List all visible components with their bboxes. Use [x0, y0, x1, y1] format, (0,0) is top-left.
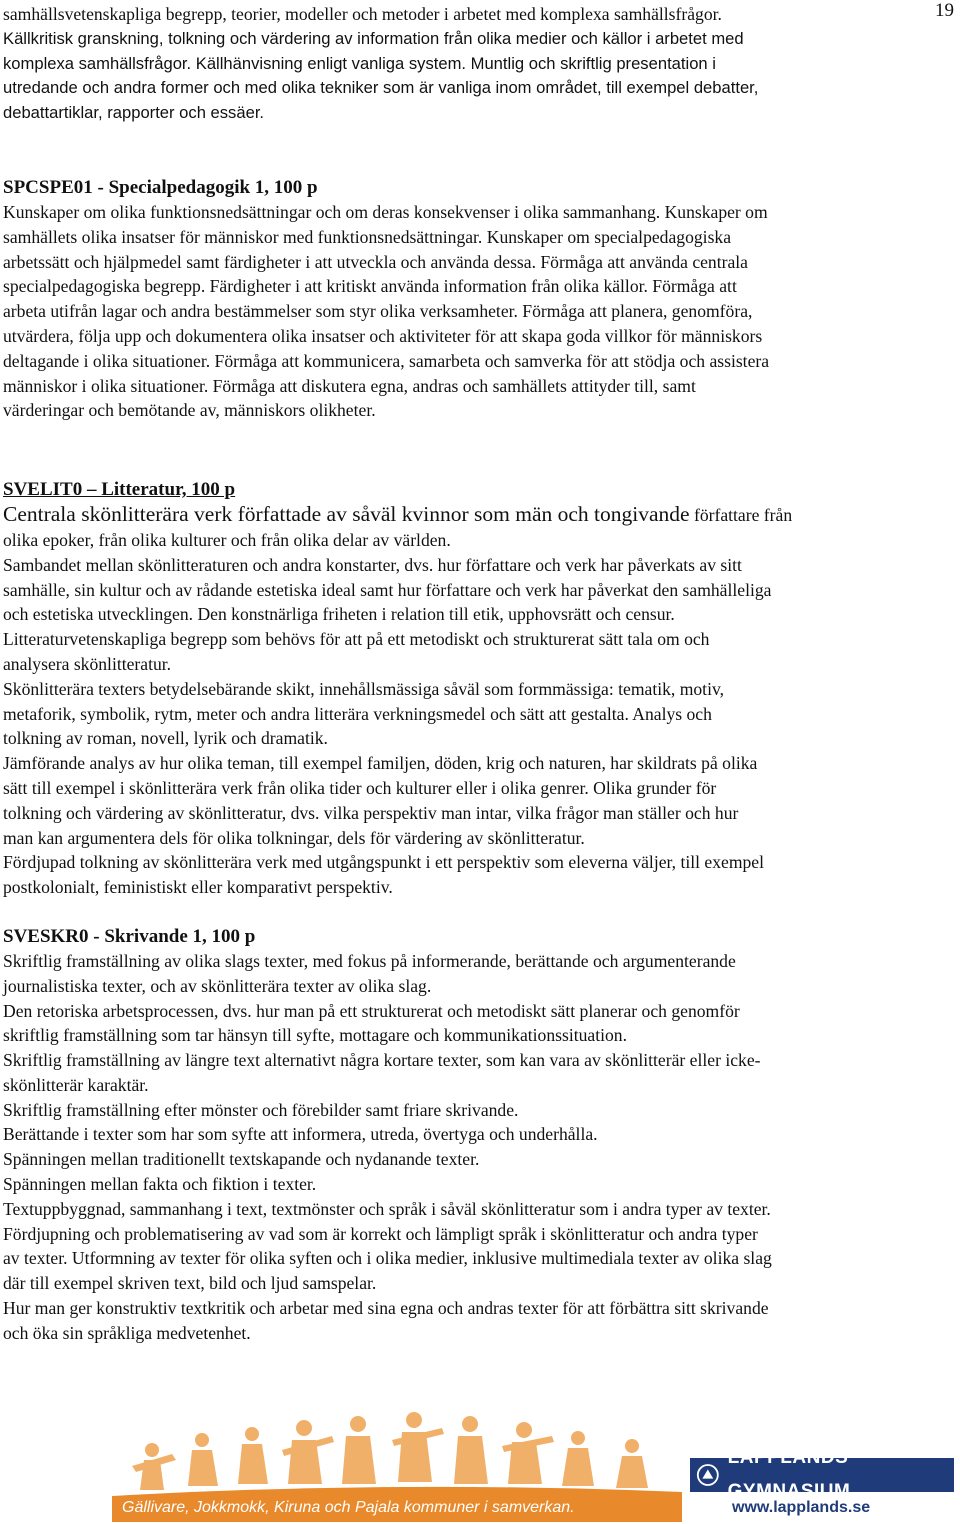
section-heading: SVELIT0 – Litteratur, 100 p: [3, 479, 236, 501]
section-line: metaforik, symbolik, rytm, meter och andra litterära verkningsmedel och sätt att gestalta. Analys och: [3, 703, 712, 724]
school-brand: [690, 1447, 954, 1502]
section-line: Fördjupad tolkning av skönlitterära verk med utgångspunkt i ett perspektiv som eleverna väljer, till exempel: [3, 852, 765, 873]
section-line: Textuppbyggnad, sammanhang i text, textmönster och språk i såväl skönlitteratur som i andra typer av texter.: [3, 1198, 771, 1219]
section-line: man kan argumentera dels för olika tolkningar, dels för värdering av skönlitteratur.: [3, 827, 585, 848]
section-line: av texter. Utformning av texter för olika syften och i olika medier, inklusive multimediala texter av olika slag: [3, 1248, 772, 1269]
section-line: deltagande i olika situationer. Förmåga att kommunicera, samarbeta och samverka för att stödja och assistera: [3, 350, 770, 371]
section-line: där till exempel skriven text, bild och ljud samspelar.: [3, 1273, 377, 1294]
intro-line: utredande och andra former och med olika tekniker som är vanliga inom området, till exempel debatter,: [3, 78, 759, 98]
brand-name: LAPPLANDS GYMNASIUM: [727, 1447, 851, 1502]
section-specialpedagogik: [3, 175, 955, 423]
intro-line: samhällsvetenskapliga begrepp, teorier, modeller och metoder i arbetet med komplexa samhällsfrågor.: [3, 4, 722, 24]
section-line: sätt till exempel i skönlitterära verk från olika tider och kulturer eller i olika genrer. Olika grunder för: [3, 777, 717, 798]
lead-rest-text: författare från: [689, 505, 793, 526]
section-line: Hur man ger konstruktiv textkritik och arbetar med sina egna och andras texter för att förbättra sitt skrivande: [3, 1298, 769, 1319]
section-line: Litteraturvetenskapliga begrepp som behövs för att på ett metodiskt och strukturerat sätt tala om och: [3, 629, 710, 650]
intro-line: debattartiklar, rapporter och essäer.: [3, 103, 265, 123]
section-line: postkolonialt, feministiskt eller komparativt perspektiv.: [3, 877, 393, 898]
section-heading: SPCSPE01 - Specialpedagogik 1, 100 p: [3, 176, 318, 198]
section-line: Skriftlig framställning efter mönster och förebilder samt friare skrivande.: [3, 1099, 519, 1120]
section-line: analysera skönlitteratur.: [3, 653, 172, 674]
section-line: Den retoriska arbetsprocessen, dvs. hur man på ett strukturerat och metodiskt sätt planerar och genomför: [3, 1000, 740, 1021]
section-line: utvärdera, följa upp och dokumentera olika insatser och aktiviteter för att skapa goda villkor för människors: [3, 325, 763, 346]
footer-website-link[interactable]: www.lapplands.se: [732, 1499, 871, 1516]
school-emblem-icon: [696, 1462, 720, 1488]
section-line: journalistiska texter, och av skönlitterära texter av olika slag.: [3, 975, 432, 996]
section-line: arbetssätt och hjälpmedel samt färdigheter i att utveckla och använda dessa. Förmåga att använda centrala: [3, 251, 748, 272]
intro-line: komplexa samhällsfrågor. Källhänvisning enligt vanliga system. Muntlig och skriftlig presentation i: [3, 53, 716, 73]
section-line: Jämförande analys av hur olika teman, till exempel familjen, döden, krig och naturen, har skildrats på olika: [3, 753, 758, 774]
lead-large-text: Centrala skönlitterära verk författade av såväl kvinnor som män och tongivande: [3, 502, 690, 527]
document-body: [3, 2, 955, 1346]
section-line: Skönlitterära texters betydelsebärande skikt, innehållsmässiga såväl som formmässiga: tematik, motiv,: [3, 678, 725, 699]
section-line: och öka sin språkliga medvetenhet.: [3, 1322, 251, 1343]
page-number: 19: [935, 0, 954, 21]
section-line: Spänningen mellan fakta och fiktion i texter.: [3, 1174, 317, 1195]
section-line: tolkning och värdering av skönlitteratur, dvs. vilka perspektiv man intar, vilka frågor man ställer och hur: [3, 802, 739, 823]
section-lead: [3, 502, 955, 528]
footer-municipalities: Gällivare, Jokkmokk, Kiruna och Pajala kommuner i samverkan.: [122, 1499, 575, 1516]
section-line: och estetiska utvecklingen. Den konstnärliga friheten i relation till etik, upphovsrätt och censur.: [3, 604, 675, 625]
section-line: specialpedagogiska begrepp. Färdigheter i att kritiskt använda information från olika källor. Förmåga att: [3, 276, 737, 297]
section-line: samhällets olika insatser för människor med funktionsnedsättningar. Kunskaper om specialpedagogiska: [3, 226, 732, 247]
jumping-people-illustration: [132, 1412, 648, 1490]
section-line: skriftlig framställning som tar hänsyn till syfte, mottagare och kommunikationssituation.: [3, 1025, 627, 1046]
section-line: arbeta utifrån lagar och andra bestämmelser som styr olika verksamheter. Förmåga att planera, genomföra,: [3, 301, 753, 322]
section-line: tolkning av roman, novell, lyrik och dramatik.: [3, 728, 328, 749]
section-line: Berättande i texter som har som syfte att informera, utreda, övertyga och underhålla.: [3, 1124, 598, 1145]
section-line: Spänningen mellan traditionellt textskapande och nydanande texter.: [3, 1149, 480, 1170]
intro-line: Källkritisk granskning, tolkning och värdering av information från olika medier och källor i arbetet med: [3, 28, 744, 48]
section-litteratur: [3, 477, 955, 900]
section-line: Sambandet mellan skönlitteraturen och andra konstarter, dvs. hur författare och verk har påverkats av sitt: [3, 554, 742, 575]
section-heading: SVESKR0 - Skrivande 1, 100 p: [3, 925, 256, 947]
section-line: Kunskaper om olika funktionsnedsättningar och om deras konsekvenser i olika sammanhang. Kunskaper om: [3, 201, 768, 222]
section-skrivande: [3, 924, 955, 1346]
intro-sans-block: [3, 27, 955, 126]
section-line: värderingar och bemötande av, människors olikheter.: [3, 400, 376, 421]
section-line: skönlitterär karaktär.: [3, 1074, 149, 1095]
footer-banner: [92, 1410, 960, 1524]
section-line: människor i olika situationer. Förmåga att diskutera egna, andras och samhällets attityder till, samt: [3, 375, 696, 396]
section-line: Skriftlig framställning av olika slags texter, med fokus på informerande, berättande och argumenterande: [3, 950, 736, 971]
section-line: Fördjupning och problematisering av vad som är korrekt och lämpligt språk i skönlitteratur och andra typer: [3, 1223, 758, 1244]
section-line: samhälle, sin kultur och av rådande estetiska ideal samt hur författare och verk har påverkat den samhälleliga: [3, 579, 772, 600]
section-line: Skriftlig framställning av längre text alternativt några kortare texter, som kan vara av skönlitterär eller icke-: [3, 1050, 761, 1071]
section-line: olika epoker, från olika kulturer och från olika delar av världen.: [3, 529, 451, 550]
